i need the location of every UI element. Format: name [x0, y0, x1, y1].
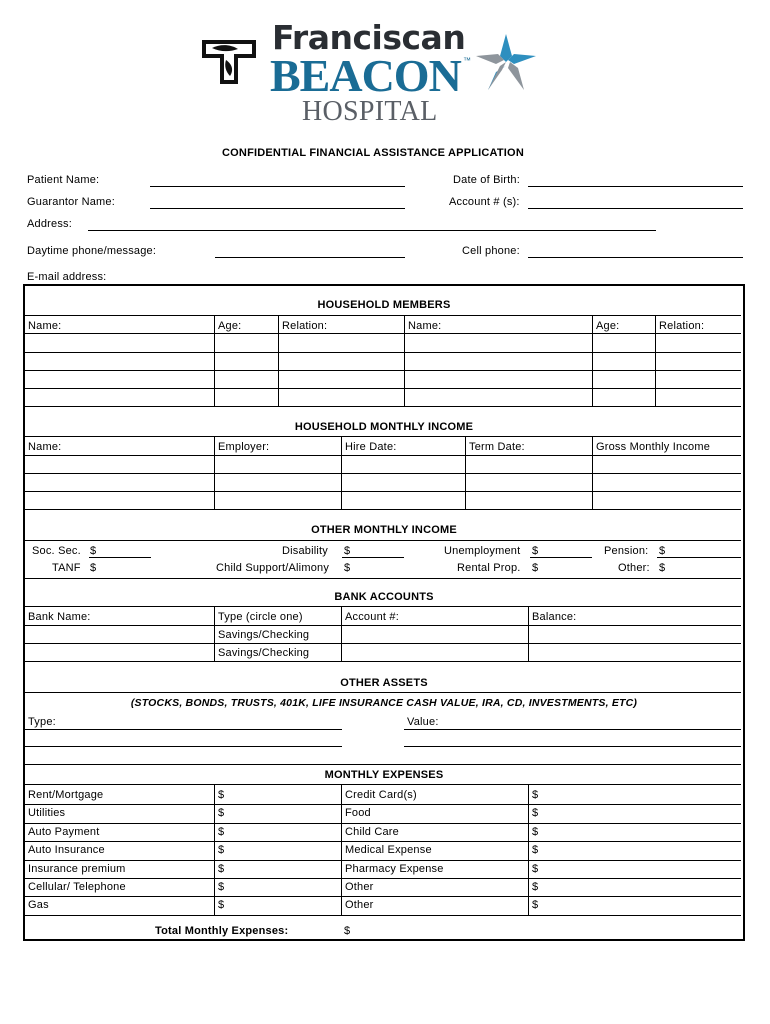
bank-accounts-table[interactable]	[25, 625, 215, 661]
disability-dollar: $	[344, 545, 351, 557]
guarantor-name-field[interactable]	[150, 208, 405, 209]
expense-dollar-left[interactable]: $	[218, 826, 225, 838]
household-col-age: Age:	[218, 320, 242, 332]
household-col-age-2: Age:	[596, 320, 620, 332]
household-col-relation-2: Relation:	[659, 320, 705, 332]
guarantor-name-label: Guarantor Name:	[27, 196, 115, 208]
expense-label-left: Auto Payment	[28, 826, 100, 838]
bank-heading: BANK ACCOUNTS	[334, 591, 434, 603]
pension-dollar: $	[659, 545, 666, 557]
tanf-label: TANF	[52, 562, 81, 574]
income-col-hire-date: Hire Date:	[345, 441, 397, 453]
expense-dollar-left[interactable]: $	[218, 899, 225, 911]
bank-type-option-1[interactable]: Savings/Checking	[218, 629, 310, 641]
expense-label-right: Credit Card(s)	[345, 789, 417, 801]
income-col-name: Name:	[28, 441, 62, 453]
bank-col-balance: Balance:	[532, 611, 577, 623]
expense-dollar-left[interactable]: $	[218, 881, 225, 893]
expense-column-divider	[214, 784, 215, 915]
household-heading: HOUSEHOLD MEMBERS	[317, 299, 451, 311]
expense-dollar-left[interactable]: $	[218, 844, 225, 856]
soc-sec-field[interactable]	[89, 557, 151, 558]
expense-row-divider	[25, 896, 741, 897]
expense-dollar-right[interactable]: $	[532, 844, 539, 856]
unemployment-label: Unemployment	[444, 545, 521, 557]
other-income-heading: OTHER MONTHLY INCOME	[311, 524, 457, 536]
form-title: CONFIDENTIAL FINANCIAL ASSISTANCE APPLICATION	[222, 147, 524, 159]
assets-subheading: (STOCKS, BONDS, TRUSTS, 401K, LIFE INSURANCE CASH VALUE, IRA, CD, INVESTMENTS, ETC)	[130, 697, 638, 709]
cell-phone-field[interactable]	[528, 257, 743, 258]
expense-label-right: Other	[345, 899, 374, 911]
logo-tm: ™	[463, 56, 471, 65]
expense-dollar-right[interactable]: $	[532, 881, 539, 893]
income-col-employer: Employer:	[218, 441, 270, 453]
expense-row-divider	[25, 804, 741, 805]
assets-heading: OTHER ASSETS	[340, 677, 428, 689]
expense-label-right: Other	[345, 881, 374, 893]
bank-col-account: Account #:	[345, 611, 399, 623]
expense-dollar-left[interactable]: $	[218, 789, 225, 801]
household-members-table[interactable]	[25, 333, 741, 406]
asset-value-field-1[interactable]	[404, 729, 741, 730]
bank-col-type: Type (circle one)	[218, 611, 303, 623]
soc-sec-label: Soc. Sec.	[32, 545, 81, 557]
cell-phone-label: Cell phone:	[462, 245, 520, 257]
pension-label: Pension:	[604, 545, 649, 557]
logo-hospital: HOSPITAL	[302, 96, 438, 127]
date-of-birth-field[interactable]	[528, 186, 743, 187]
expense-label-left: Auto Insurance	[28, 844, 105, 856]
star-icon	[474, 32, 538, 92]
expense-label-left: Utilities	[28, 807, 66, 819]
income-col-gross: Gross Monthly Income	[596, 441, 711, 453]
asset-type-field-1[interactable]	[25, 729, 342, 730]
account-label: Account # (s):	[449, 196, 520, 208]
logo-franciscan: Franciscan	[272, 18, 466, 57]
income-col-term-date: Term Date:	[469, 441, 525, 453]
daytime-phone-label: Daytime phone/message:	[27, 245, 157, 257]
expense-label-right: Food	[345, 807, 371, 819]
expense-column-divider	[341, 784, 342, 915]
expense-row-divider	[25, 878, 741, 879]
household-col-name-2: Name:	[408, 320, 442, 332]
rental-label: Rental Prop.	[457, 562, 521, 574]
expense-column-divider	[528, 784, 529, 915]
expense-dollar-right[interactable]: $	[532, 807, 539, 819]
expense-dollar-left[interactable]: $	[218, 863, 225, 875]
soc-sec-dollar: $	[90, 545, 97, 557]
email-label: E-mail address:	[27, 271, 107, 283]
asset-value-label: Value:	[407, 716, 439, 728]
household-col-relation: Relation:	[282, 320, 328, 332]
daytime-phone-field[interactable]	[215, 257, 405, 258]
disability-field[interactable]	[342, 557, 404, 558]
expense-dollar-right[interactable]: $	[532, 789, 539, 801]
income-heading: HOUSEHOLD MONTHLY INCOME	[294, 421, 474, 433]
expense-label-left: Cellular/ Telephone	[28, 881, 126, 893]
expense-dollar-right[interactable]: $	[532, 899, 539, 911]
cross-hands-icon	[200, 38, 258, 84]
expense-row-divider	[25, 915, 741, 916]
total-expenses-label: Total Monthly Expenses:	[155, 925, 289, 937]
rental-dollar: $	[532, 562, 539, 574]
total-expenses-dollar[interactable]: $	[344, 925, 351, 937]
household-col-name: Name:	[28, 320, 62, 332]
patient-name-label: Patient Name:	[27, 174, 100, 186]
unemployment-field[interactable]	[530, 557, 592, 558]
expense-label-left: Rent/Mortgage	[28, 789, 104, 801]
asset-value-field-2[interactable]	[404, 746, 741, 747]
asset-type-field-2[interactable]	[25, 746, 342, 747]
expense-label-left: Insurance premium	[28, 863, 126, 875]
date-of-birth-label: Date of Birth:	[453, 174, 520, 186]
expense-row-divider	[25, 823, 741, 824]
expense-label-left: Gas	[28, 899, 49, 911]
other-income-other-dollar: $	[659, 562, 666, 574]
expense-label-right: Pharmacy Expense	[345, 863, 444, 875]
address-field[interactable]	[88, 230, 656, 231]
unemployment-dollar: $	[532, 545, 539, 557]
address-label: Address:	[27, 218, 73, 230]
asset-type-label: Type:	[28, 716, 56, 728]
expense-row-divider	[25, 860, 741, 861]
tanf-dollar: $	[90, 562, 97, 574]
bank-type-option-2[interactable]: Savings/Checking	[218, 647, 310, 659]
pension-field[interactable]	[657, 557, 741, 558]
child-support-dollar: $	[344, 562, 351, 574]
expenses-heading: MONTHLY EXPENSES	[324, 769, 444, 781]
other-income-other-label: Other:	[618, 562, 650, 574]
expense-row-divider	[25, 841, 741, 842]
expense-dollar-right[interactable]: $	[532, 863, 539, 875]
child-support-label: Child Support/Alimony	[216, 562, 330, 574]
disability-label: Disability	[282, 545, 329, 557]
account-field[interactable]	[528, 208, 743, 209]
household-income-table[interactable]	[25, 455, 741, 509]
expense-dollar-right[interactable]: $	[532, 826, 539, 838]
bank-col-name: Bank Name:	[28, 611, 91, 623]
expense-label-right: Child Care	[345, 826, 399, 838]
expense-label-right: Medical Expense	[345, 844, 432, 856]
expense-dollar-left[interactable]: $	[218, 807, 225, 819]
patient-name-field[interactable]	[150, 186, 405, 187]
logo-beacon: BEACON	[270, 50, 461, 101]
